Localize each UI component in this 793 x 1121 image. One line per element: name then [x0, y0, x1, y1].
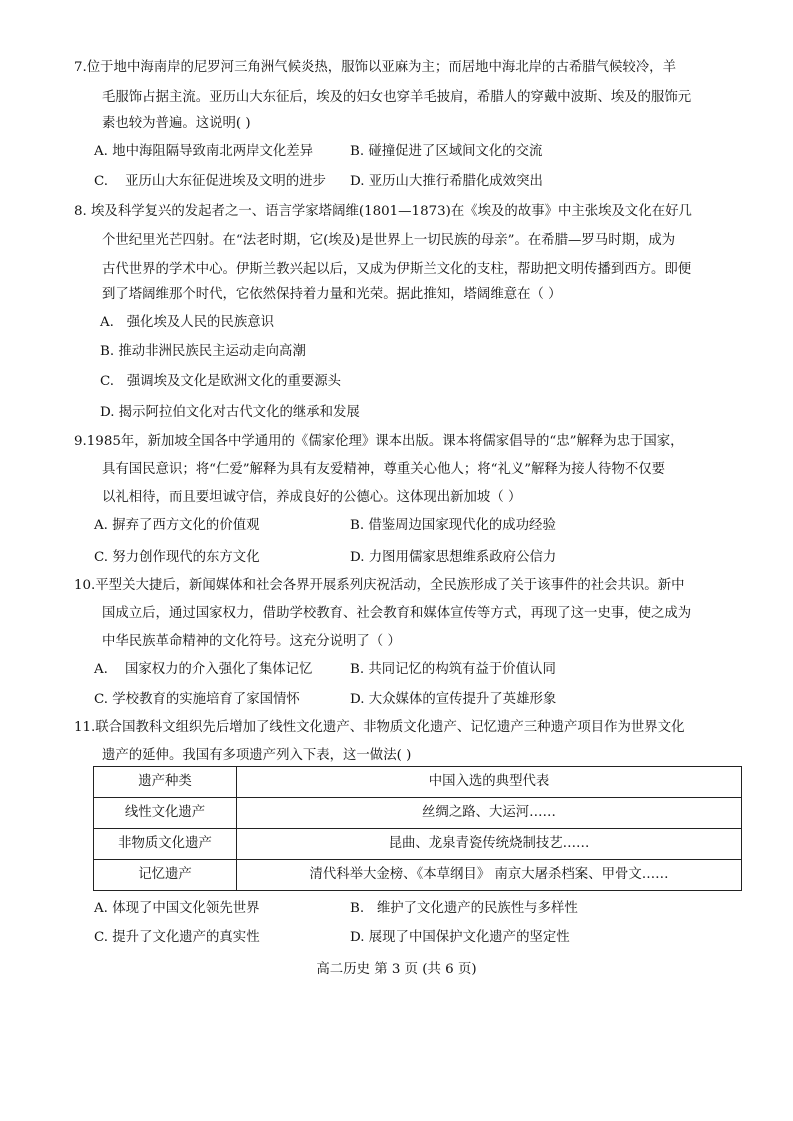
- question-number-line: [74, 718, 684, 738]
- table-cell: 昆曲、龙泉青瓷传统烧制技艺……: [237, 829, 742, 860]
- option-c: C. 提升了文化遗产的真实性: [94, 930, 260, 945]
- question-stem-line: 以礼相待，而且要坦诚守信，养成良好的公德心。这体现出新加坡（ ）: [102, 490, 522, 505]
- question-stem-line: 埃及科学复兴的发起者之一、语言学家塔阔维(1801—1873)在《埃及的故事》中主张埃及文化在好几: [91, 204, 692, 219]
- option-d: D. 展现了中国保护文化遗产的坚定性: [350, 930, 570, 945]
- option-a: A. 国家权力的介入强化了集体记忆: [94, 662, 313, 677]
- table-row: [94, 829, 742, 860]
- question-stem-line: 1985年，新加坡全国各中学通用的《儒家伦理》课本出版。课本将儒家倡导的“忠”解释为忠于国家，: [86, 434, 684, 449]
- question-stem-line: 位于地中海南岸的尼罗河三角洲气候炎热，服饰以亚麻为主；而居地中海北岸的古希腊气候较冷，羊: [86, 60, 676, 75]
- option-c: C. 学校教育的实施培育了家国情怀: [94, 692, 300, 707]
- question-number: 8.: [74, 204, 87, 219]
- question-number: 11.: [74, 720, 96, 735]
- table-header-cell: 遗产种类: [94, 767, 237, 798]
- option-a: A. 强化埃及人民的民族意识: [100, 315, 275, 330]
- table-header-row: [94, 767, 742, 798]
- heritage-table: [93, 766, 742, 891]
- question-stem-line: 具有国民意识；将“仁爱”解释为具有友爱精神，尊重关心他人；将“礼义”解释为接人待物不仅要: [102, 462, 666, 477]
- question-stem-line: 个世纪里光芒四射。在“法老时期，它(埃及)是世界上一切民族的母亲”。在希腊—罗马时期，成为: [102, 233, 676, 248]
- option-a: A. 体现了中国文化领先世界: [94, 901, 260, 916]
- table-cell: 线性文化遗产: [94, 798, 237, 829]
- option-d: D. 大众媒体的宣传提升了英雄形象: [350, 692, 557, 707]
- question-stem-line: 平型关大捷后，新闻媒体和社会各界开展系列庆祝活动，全民族形成了关于该事件的社会共识。新中: [95, 578, 685, 593]
- option-c: C. 努力创作现代的东方文化: [94, 550, 260, 565]
- question-stem-line: 毛服饰占据主流。亚历山大东征后，埃及的妇女也穿羊毛披肩，希腊人的穿戴中波斯、埃及的服饰元: [102, 90, 692, 105]
- question-number-line: [74, 58, 676, 78]
- question-stem-line: 素也较为普遍。这说明( ): [102, 116, 251, 131]
- page-footer: 高二历史 第 3 页 (共 6 页): [316, 962, 477, 977]
- table-row: [94, 860, 742, 891]
- option-a: A. 摒弃了西方文化的价值观: [94, 518, 260, 533]
- question-number: 7.: [74, 60, 87, 75]
- question-number-line: [74, 202, 692, 222]
- table-cell: 非物质文化遗产: [94, 829, 237, 860]
- question-stem-line: 遗产的延伸。我国有多项遗产列入下表，这一做法( ): [102, 748, 412, 763]
- option-b: B. 碰撞促进了区域间文化的交流: [350, 144, 543, 159]
- question-stem-line: 古代世界的学术中心。伊斯兰教兴起以后，又成为伊斯兰文化的支柱，帮助把文明传播到西方。即便: [102, 262, 692, 277]
- option-b: B. 维护了文化遗产的民族性与多样性: [350, 901, 578, 916]
- question-number: 9.: [74, 434, 87, 449]
- question-stem-line: 国成立后，通过国家权力，借助学校教育、社会教育和媒体宣传等方式，再现了这一史事，使之成为: [102, 606, 692, 621]
- table-row: [94, 798, 742, 829]
- question-stem-line: 中华民族革命精神的文化符号。这充分说明了（ ）: [102, 634, 401, 649]
- option-b: B. 推动非洲民族民主运动走向高潮: [100, 344, 306, 359]
- question-number-line: [74, 576, 684, 596]
- question-number: 10.: [74, 578, 96, 593]
- table-cell: 清代科举大金榜、《本草纲目》 南京大屠杀档案、甲骨文……: [237, 860, 742, 891]
- option-d: D. 力图用儒家思想维系政府公信力: [350, 550, 557, 565]
- table-cell: 记忆遗产: [94, 860, 237, 891]
- question-number-line: [74, 432, 684, 452]
- option-b: B. 共同记忆的构筑有益于价值认同: [350, 662, 556, 677]
- option-d: D. 揭示阿拉伯文化对古代文化的继承和发展: [100, 405, 360, 420]
- table-header-cell: 中国入选的典型代表: [237, 767, 742, 798]
- option-a: A. 地中海阻隔导致南北两岸文化差异: [94, 144, 314, 159]
- question-stem-line: 联合国教科文组织先后增加了线性文化遗产、非物质文化遗产、记忆遗产三种遗产项目作为世界文化: [95, 720, 685, 735]
- table-cell: 丝绸之路、大运河……: [237, 798, 742, 829]
- option-c: C. 强调埃及文化是欧洲文化的重要源头: [100, 374, 342, 389]
- option-b: B. 借鉴周边国家现代化的成功经验: [350, 518, 556, 533]
- question-stem-line: 到了塔阔维那个时代，它依然保持着力量和光荣。据此推知，塔阔维意在（ ）: [102, 287, 562, 302]
- option-c: C. 亚历山大东征促进埃及文明的进步: [94, 174, 326, 189]
- option-d: D. 亚历山大推行希腊化成效突出: [350, 174, 543, 189]
